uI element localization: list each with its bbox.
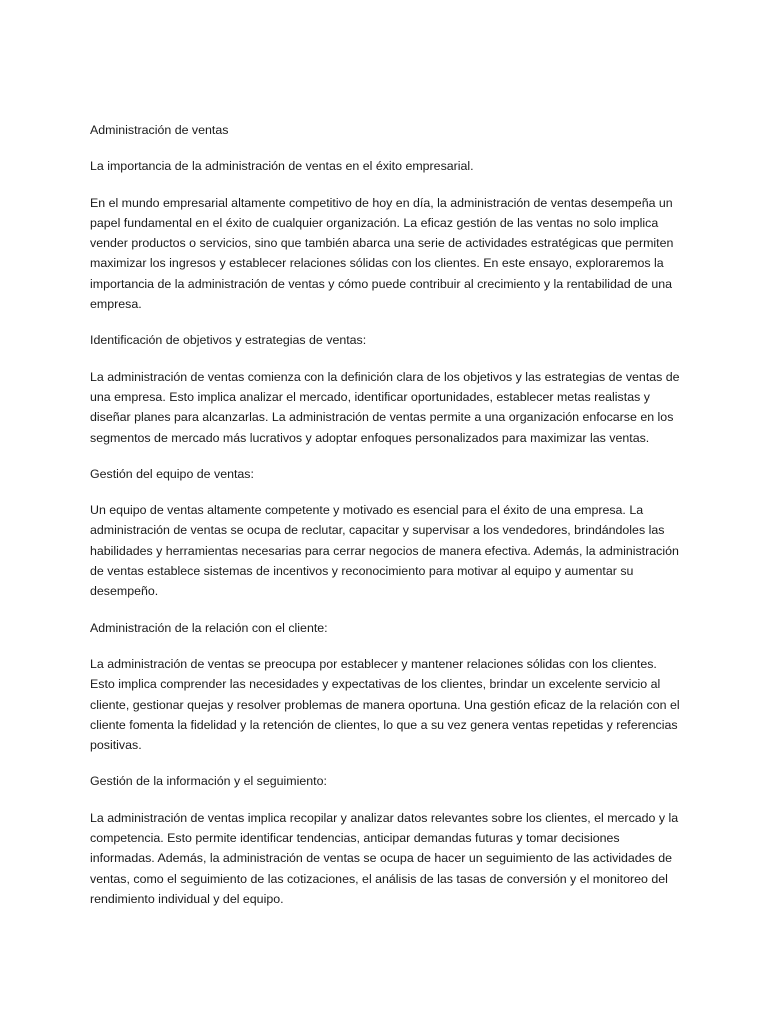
- section-paragraph: La administración de ventas se preocupa por establecer y mantener relaciones sólidas con los clientes. Esto implica comprender las necesidades y expectativas de los clientes, brindar un excelente servicio al cliente, gestionar quejas y resolver problemas de manera oportuna. Una gestión eficaz de la relación con el cliente fomenta la fidelidad y la retención de clientes, lo que a su vez genera ventas repetidas y referencias positivas.: [90, 656, 680, 753]
- section-heading: Gestión del equipo de ventas:: [90, 466, 254, 481]
- intro-paragraph: En el mundo empresarial altamente competitivo de hoy en día, la administración de ventas desempeña un papel fundamental en el éxito de cualquier organización. La eficaz gestión de las ventas no solo implica vender productos o servicios, sino que también abarca una serie de actividades estratégicas que permiten maximizar los ingresos y establecer relaciones sólidas con los clientes. En este ensayo, exploraremos la importancia de la administración de ventas y cómo puede contribuir al crecimiento y la rentabilidad de una empresa.: [90, 195, 674, 312]
- document-title: Administración de ventas: [90, 123, 229, 137]
- section-paragraph: Un equipo de ventas altamente competente y motivado es esencial para el éxito de una empresa. La administración de ventas se ocupa de reclutar, capacitar y supervisar a los vendedores, brindándoles las habilidades y herramientas necesarias para cerrar negocios de manera efectiva. Además, la administración de ventas establece sistemas de incentivos y reconocimiento para motivar al equipo y aumentar su desempeño.: [90, 503, 679, 599]
- section-heading: Identificación de objetivos y estrategias de ventas:: [90, 333, 367, 348]
- section-paragraph: La administración de ventas comienza con la definición clara de los objetivos y las estrategias de ventas de una empresa. Esto implica analizar el mercado, identificar oportunidades, establecer metas realistas y diseñar planes para alcanzarlas. La administración de ventas permite a una organización enfocarse en los segmentos de mercado más lucrativos y adoptar enfoques personalizados para maximizar las ventas.: [90, 369, 680, 445]
- document-subtitle: La importancia de la administración de ventas en el éxito empresarial.: [90, 159, 474, 174]
- section-heading: Administración de la relación con el cliente:: [90, 620, 328, 635]
- section-heading: Gestión de la información y el seguimiento:: [90, 774, 327, 789]
- document-body: [90, 120, 680, 925]
- section-paragraph: La administración de ventas implica recopilar y analizar datos relevantes sobre los clientes, el mercado y la competencia. Esto permite identificar tendencias, anticipar demandas futuras y tomar decisiones informadas. Además, la administración de ventas se ocupa de hacer un seguimiento de las actividades de ventas, como el seguimiento de las cotizaciones, el análisis de las tasas de conversión y el monitoreo del rendimiento individual y del equipo.: [90, 810, 679, 906]
